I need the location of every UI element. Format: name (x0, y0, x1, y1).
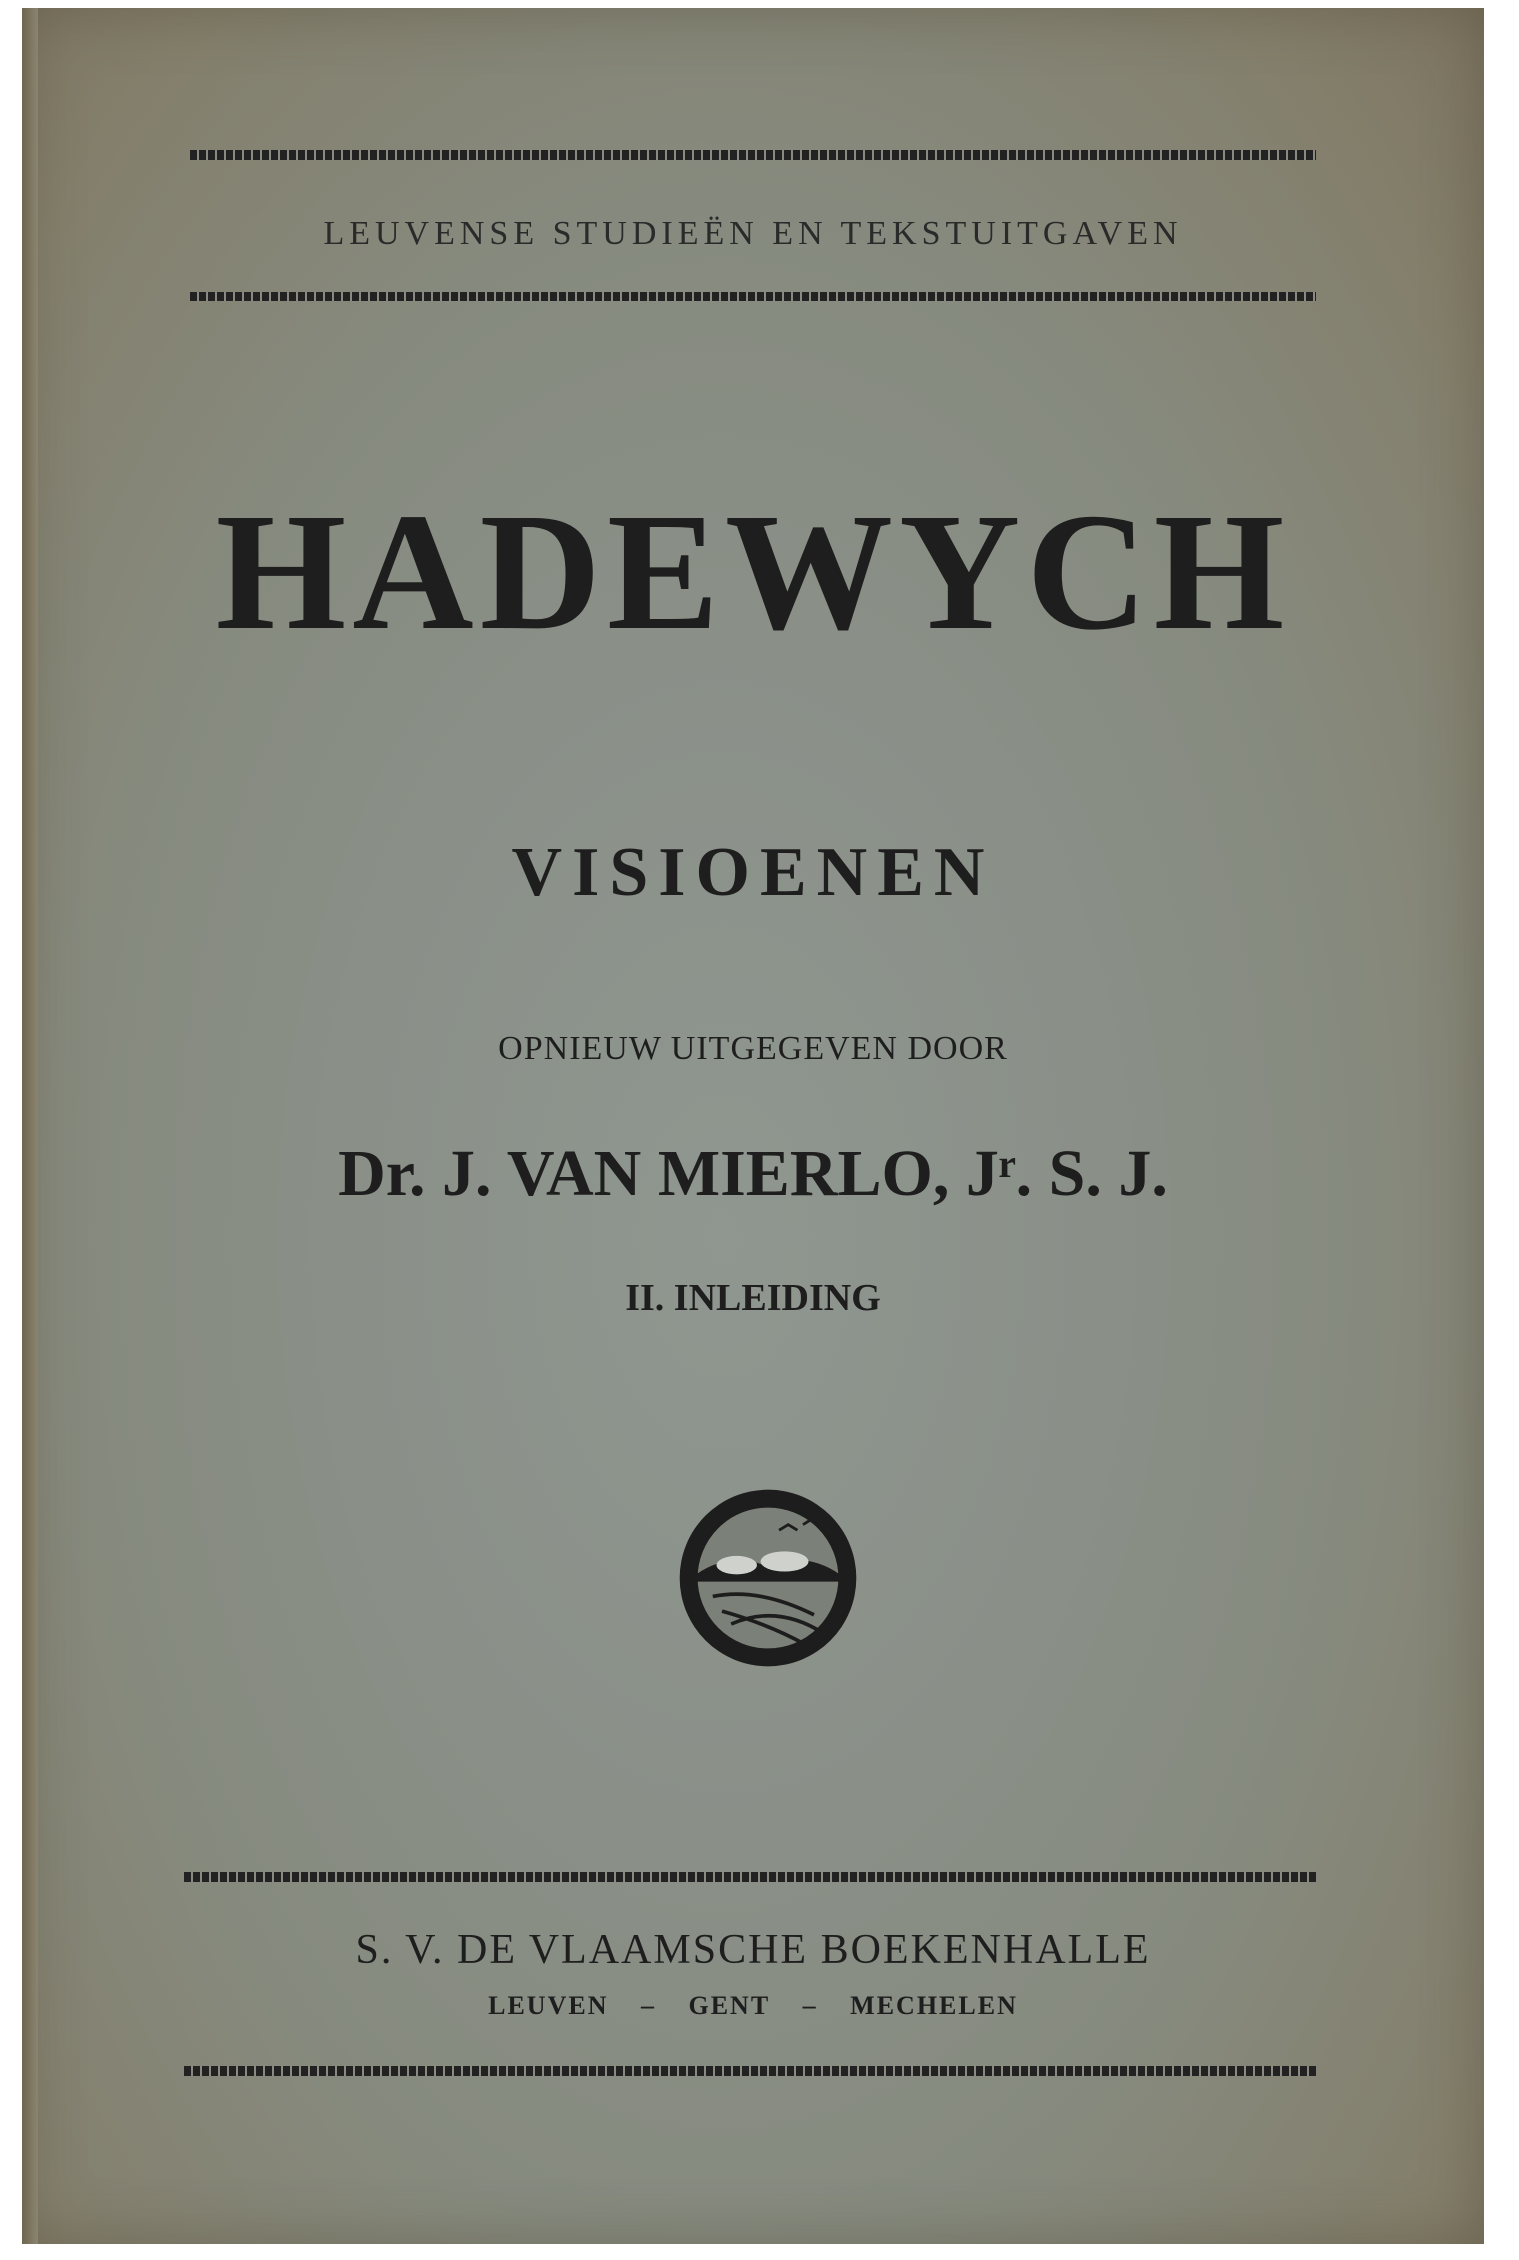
city-separator: – (640, 1991, 656, 2020)
publisher-seal-icon (676, 1486, 860, 1670)
city-leuven: LEUVEN (488, 1991, 609, 2020)
publisher-name: S. V. DE VLAAMSCHE BOEKENHALLE (355, 1927, 1151, 1973)
city-mechelen: MECHELEN (850, 1991, 1018, 2020)
book-cover (22, 8, 1484, 2244)
series-title: LEUVENSE STUDIEËN EN TEKSTUITGAVEN (323, 215, 1183, 252)
cover-spine-edge (22, 8, 38, 2244)
publisher-cities (22, 1991, 1484, 2021)
city-gent: GENT (688, 1991, 771, 2020)
author-name: Dr. J. VAN MIERLO, Jʳ. S. J. (338, 1137, 1168, 1210)
volume-label: II. INLEIDING (625, 1277, 881, 1319)
city-separator: – (802, 1991, 818, 2020)
top-rule-lower (190, 292, 1316, 301)
bottom-rule-upper (184, 1872, 1316, 1882)
book-subtitle: VISIOENEN (511, 834, 995, 911)
bottom-rule-lower (184, 2066, 1316, 2076)
top-rule-upper (190, 150, 1316, 160)
edited-by-line: OPNIEUW UITGEGEVEN DOOR (498, 1030, 1008, 1067)
book-title: HADEWYCH (215, 479, 1291, 665)
